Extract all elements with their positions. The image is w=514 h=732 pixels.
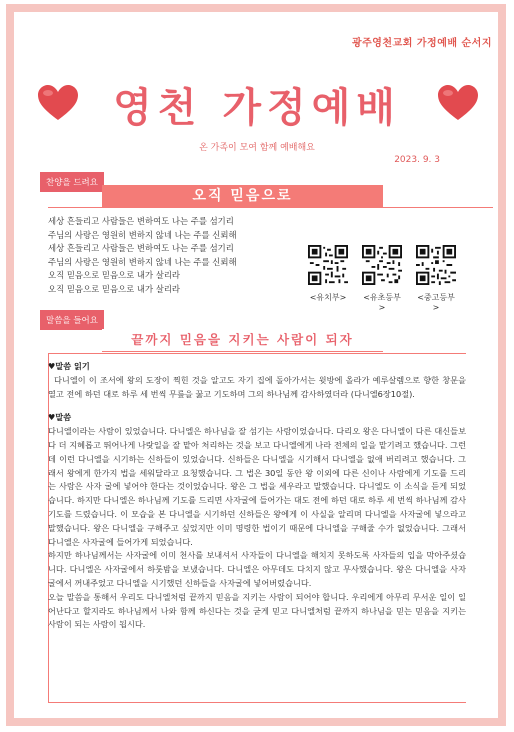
- lyric-line: 세상 흔들리고 사람들은 변하여도 나는 주를 섬기리: [48, 243, 234, 254]
- page-title: 영천 가정예배: [113, 85, 401, 131]
- qr-youth[interactable]: [414, 245, 458, 312]
- subtitle: 온 가족이 모여 함께 예배해요: [199, 143, 315, 153]
- reading-text: 다니엘이 이 조서에 왕의 도장이 찍힌 것을 알고도 자기 집에 돌아가서는 윗방에 올라가 예루살렘으로 향한 창문을 열고 전에 하던 대로 하루 세 번씩 무릎을 꿇고 기도하며 그의 하나님께 감사하였더라 (다니엘6장10절).: [48, 374, 466, 399]
- sermon-title: 끝까지 믿음을 지키는 사람이 되자: [102, 329, 383, 352]
- lyrics: [48, 215, 237, 297]
- lyric-line: 오직 믿음으로 믿음으로 내가 살리라: [48, 283, 181, 294]
- lyric-line: 세상 흔들리고 사람들은 변하여도 나는 주를 섬기리: [48, 216, 234, 226]
- song-title: 오직 믿음으로: [102, 185, 383, 207]
- qr-label: <중고등부>: [417, 293, 455, 312]
- church-name: 광주영천교회 가정예배 순서지: [351, 38, 492, 49]
- sermon-paragraph: 하지만 하나님께서는 사자굴에 이미 천사를 보내셔서 사자들이 다니엘을 해치지 못하도록 사자들의 입을 막아주셨습니다. 다니엘은 사자굴에서 하룻밤을 보냈습니다. 다니엘은 아무데도 다치지 않고 무사했습니다. 왕은 다니엘을 사자굴에서 꺼내주었고 다니엘을 시기했던 신하들을 사자굴에 넣어버렸습니다.: [48, 550, 466, 588]
- qr-kindergarten[interactable]: [306, 245, 350, 303]
- qr-code-icon: [362, 245, 402, 285]
- qr-label: <유초등부>: [363, 293, 401, 312]
- qr-elementary[interactable]: [360, 245, 404, 312]
- lyric-line: 주님의 사랑은 영원히 변하지 않네 나는 주를 신뢰해: [48, 229, 237, 240]
- date: 2023. 9. 3: [394, 155, 440, 165]
- lyric-line: 주님의 사랑은 영원히 변하지 않네 나는 주를 신뢰해: [48, 256, 237, 267]
- sermon-paragraph: 오늘 말씀을 통해서 우리도 다니엘처럼 끝까지 믿음을 지키는 사람이 되어야 합니다. 우리에게 아무리 무서운 일이 일어난다고 할지라도 하나님께서 나와 함께 하신다는 것을 굳게 믿고 다니엘처럼 끝까지 하나님을 믿는 믿음을 지키는 사람이 되는 사람이 됩시다.: [48, 591, 466, 630]
- sermon-content: [48, 360, 466, 632]
- sermon-paragraph: 다니엘이라는 사람이 있었습니다. 다니엘은 하나님을 잘 섬기는 사람이었습니다. 다리오 왕은 다니엘이 다른 대신들보다 더 지혜롭고 뛰어나게 나랏일을 잘 맡아 처리하는 것을 보고 다니엘에게 나라 전체의 일을 맡기려고 했습니다. 그런데 이런 다니엘을 시기하는 신하들이 있었습니다. 신하들은 다니엘을 시기해서 다니엘을 없애 버리려고 했습니다. 그래서 왕에게 한가지 법을 세워달라고 요청했습니다. 그 법은 30일 동안 왕 이외에 다른 신이나 사람에게 기도를 드리는 사람은 사자 굴에 넣어야 한다는 것이었습니다. 왕은 그 법을 세우라고 말했습니다. 다니엘도 이 소식을 듣게 되었습니다. 하지만 다니엘은 하나님께 기도를 드리면 사자굴에 들어가는 대도 전에 하던 대로 하루 세 번씩 하나님께 감사기도를 드렸습니다. 이 모습을 본 다니엘을 시기하던 신하들은 왕에게 이 사실을 알리며 다니엘을 사자굴에 넣으라고 말했습니다. 왕은 다니엘을 구해주고 싶었지만 이미 명령한 법이기 때문에 다니엘을 구해줄 수가 없었습니다. 그래서 다니엘은 사자굴에 들어가게 되었습니다.: [48, 426, 466, 547]
- qr-code-icon: [308, 245, 348, 285]
- lyric-line: 오직 믿음으로 믿음으로 내가 살리라: [48, 270, 181, 281]
- praise-tag: 찬양을 드려요: [40, 172, 104, 192]
- reading-heading: ♥말씀 읽기: [48, 361, 90, 371]
- sermon-tag: 말씀을 들어요: [40, 310, 104, 330]
- message-heading: ♥말씀: [48, 412, 72, 423]
- qr-label: <유치부>: [309, 293, 347, 302]
- divider: [48, 207, 493, 208]
- qr-code-icon: [416, 245, 456, 285]
